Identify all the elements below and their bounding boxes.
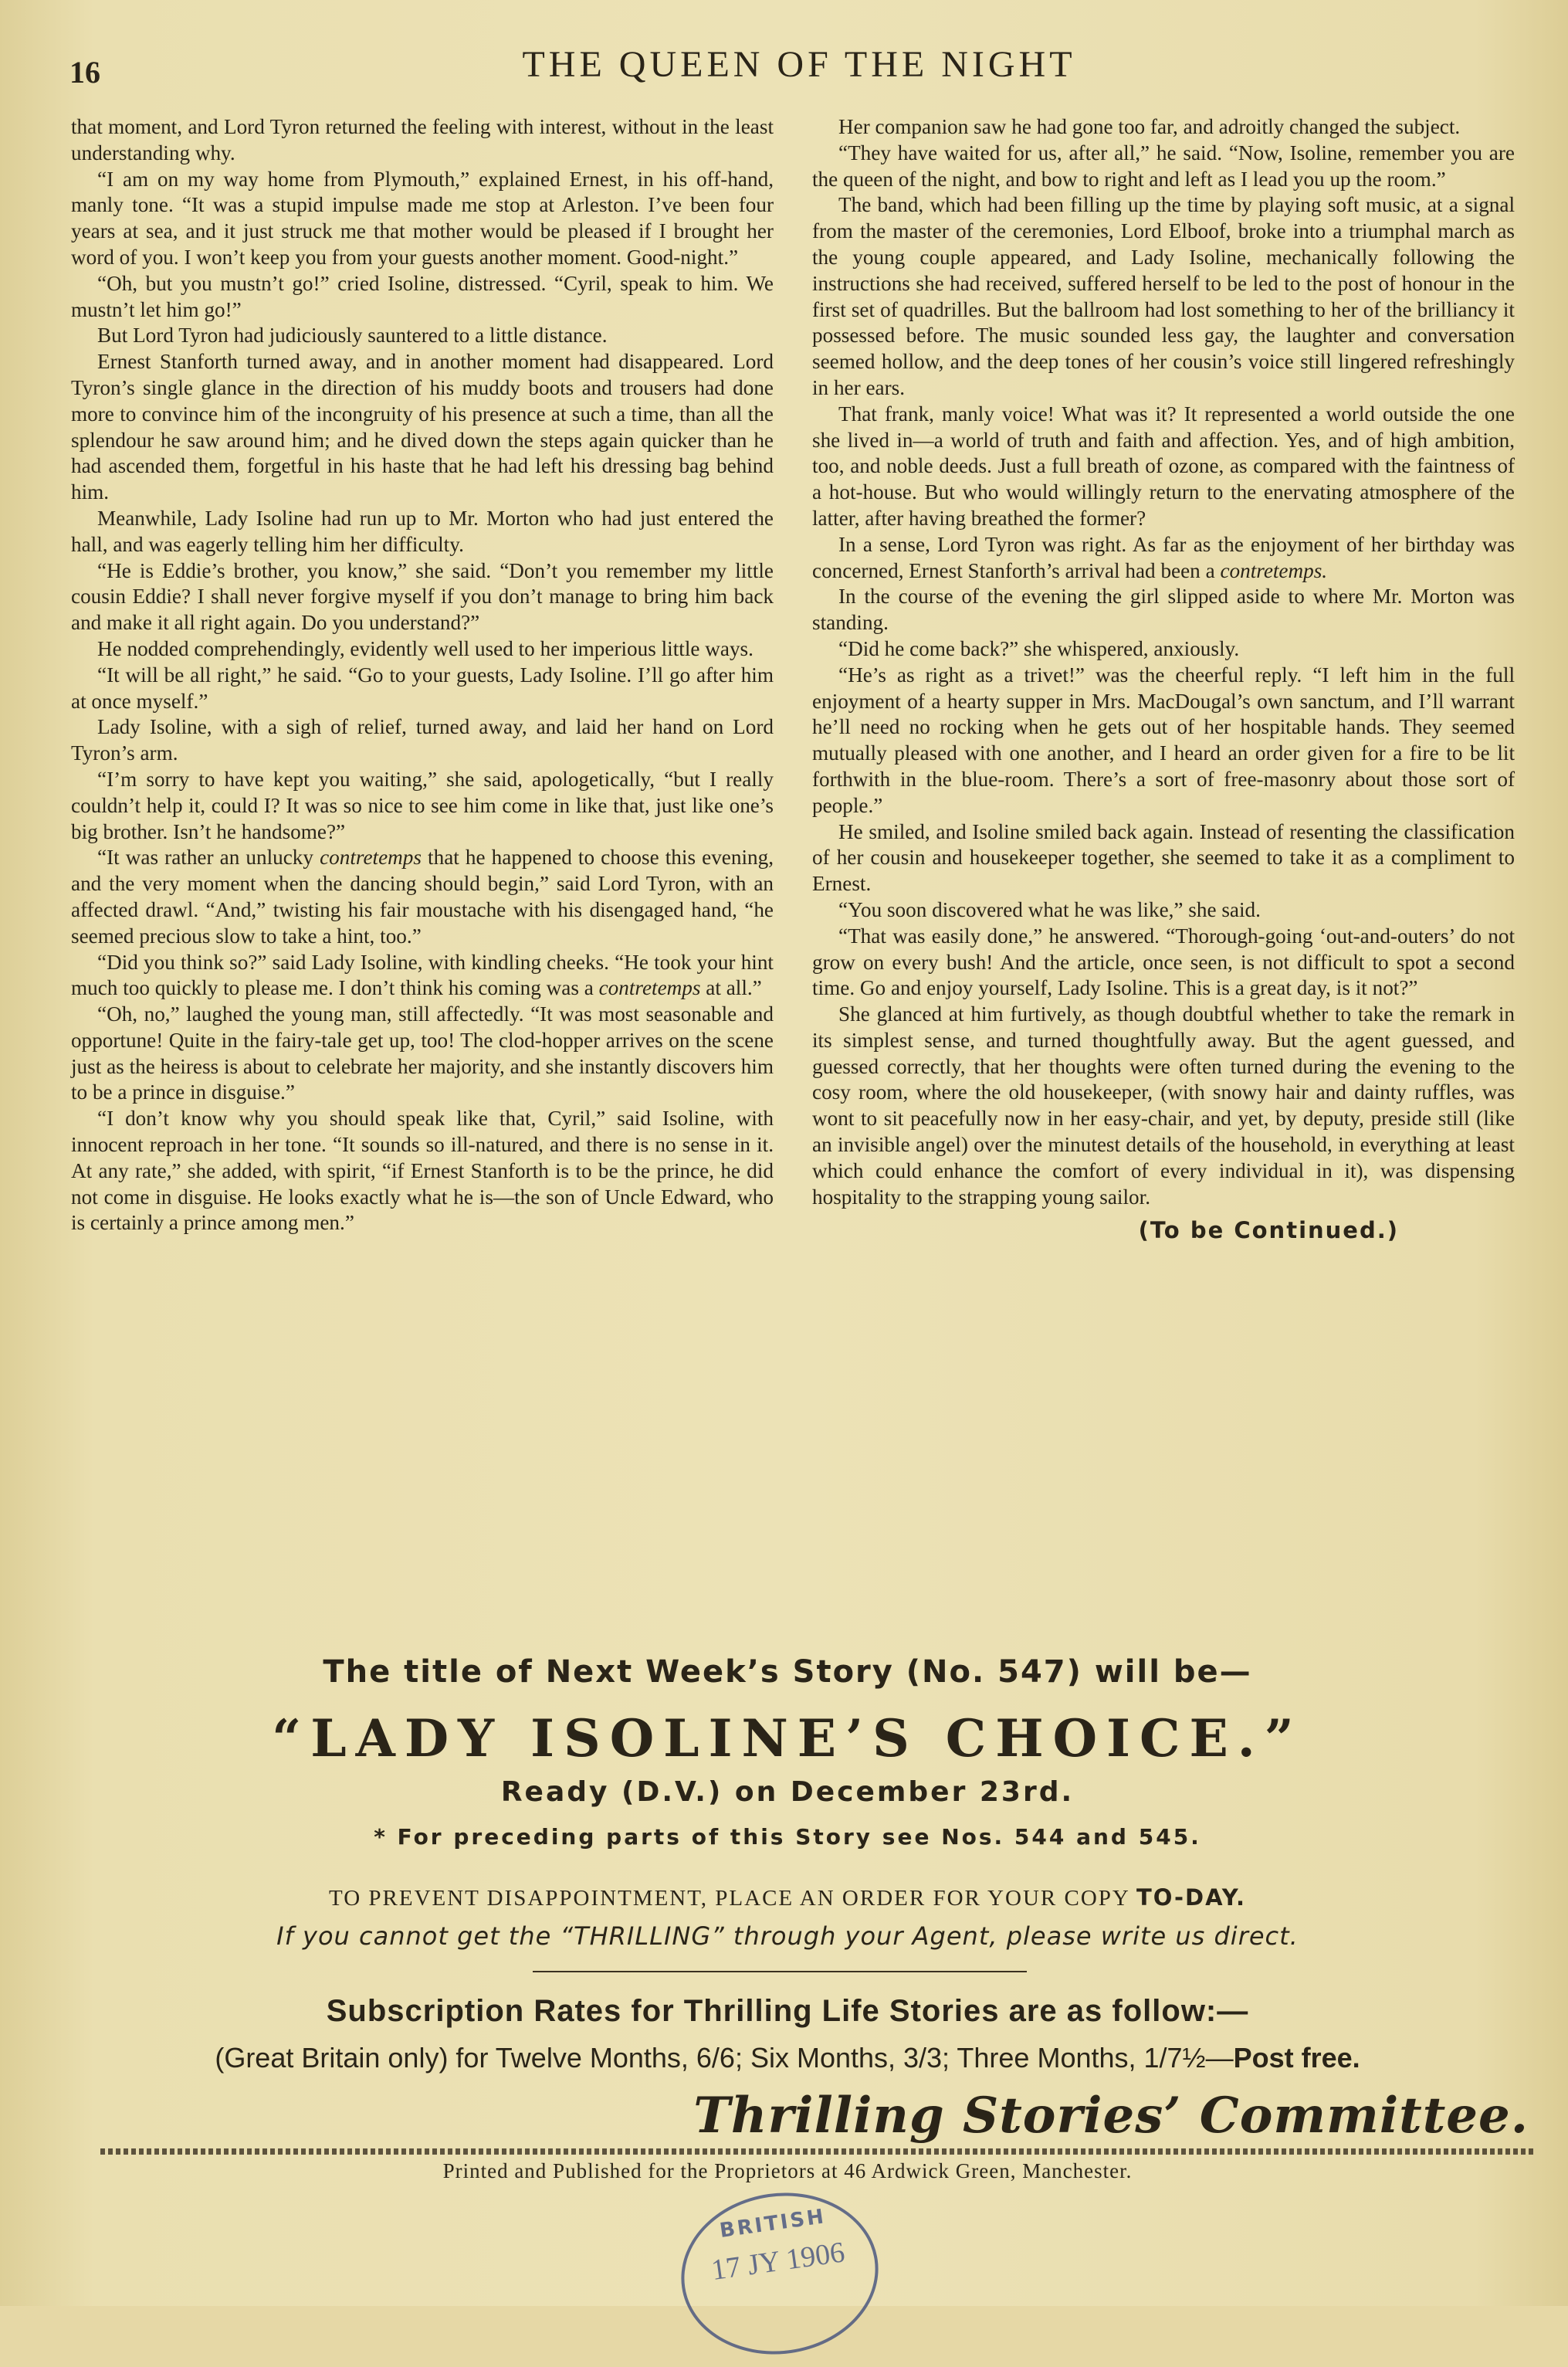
paragraph: But Lord Tyron had judiciously sauntered to a little distance. <box>97 324 608 348</box>
text-run: “Did you think so?” said Lady Isoline, with kindling cheeks. “He took your hint much too quickly to please me. I don’t think his coming was a <box>71 950 774 1000</box>
order-notice-text: TO PREVENT DISAPPOINTMENT, PLACE AN ORDER FOR YOUR COPY <box>329 1886 1137 1911</box>
paragraph: “You soon discovered what he was like,” she said. <box>838 897 1261 921</box>
to-be-continued: (To be Continued.) <box>1138 1217 1399 1244</box>
text-run: In a sense, Lord Tyron was right. As far as the enjoyment of her birthday was concerned, Ernest Stanforth’s arrival had been a <box>812 532 1515 582</box>
paragraph: Lady Isoline, with a sigh of relief, turned away, and laid her hand on Lord Tyron’s arm. <box>71 715 774 765</box>
page-number: 16 <box>69 55 100 90</box>
order-notice <box>62 1884 1513 1911</box>
next-week-title: The title of Next Week’s Story (No. 547) will be— <box>323 1654 1252 1690</box>
subscription-heading: Subscription Rates for Thrilling Life Stories are as follow:— <box>326 1994 1249 2028</box>
agent-notice: If you cannot get the “THRILLING” through your Agent, please write us direct. <box>276 1921 1299 1951</box>
wavy-rule <box>100 2148 1536 2155</box>
text-run: “It was rather an unlucky <box>97 846 320 870</box>
divider-rule <box>533 1971 1027 1972</box>
preceding-parts: * For preceding parts of this Story see Nos. 544 and 545. <box>374 1824 1201 1850</box>
paragraph: She glanced at him furtively, as though doubtful whether to take the remark in its simplest sense, and turned thoughtfully away. But the agent guessed, and guessed correctly, that her thoughts were often turned during the evening to the cosy room, where the old housekeeper, (with snowy hair and dainty ruffles, was wont to sit peacefully now in her easy-chair, and yet, by deputy, preside still (like an invisible angel) over the minutest details of the household, in everything at least which could enhance the comfort of every individual in it), was dispensing hospitality to the strapping young sailor. <box>812 1002 1515 1209</box>
paragraph: The band, which had been filling up the time by playing soft music, at a signal from the master of the ceremonies, Lord Elboof, broke into a triumphal march as the young couple appeared, and Lady Isoline, mechanically following the instructions she had received, suffered herself to be led to the post of honour in the first set of quadrilles. But the ballroom had lost something to her of the brilliancy it possessed before. The music sounded less gay, the laughter and conversation seemed hollow, and the deep tones of her cousin’s voice still lingered refreshingly in her ears. <box>812 193 1515 399</box>
library-stamp <box>671 2180 889 2367</box>
rates-text: (Great Britain only) for Twelve Months, 6/6; Six Months, 3/3; Three Months, 1/7½— <box>215 2042 1234 2074</box>
paragraph <box>71 845 774 949</box>
paragraph: “It will be all right,” he said. “Go to your guests, Lady Isoline. I’ll go after him at once myself.” <box>71 663 774 713</box>
stamp-date: 17 JY 1906 <box>709 2236 847 2287</box>
paragraph <box>71 950 774 1002</box>
paragraph: He smiled, and Isoline smiled back again. Instead of resenting the classification of her cousin and housekeeper together, she seemed to take it as a compliment to Ernest. <box>812 819 1515 896</box>
running-title: THE QUEEN OF THE NIGHT <box>522 44 1076 85</box>
stamp-text: BRITISH <box>718 2205 828 2243</box>
paragraph: Her companion saw he had gone too far, and adroitly changed the subject. <box>838 115 1461 138</box>
italic-word: contretemps <box>320 846 422 870</box>
paragraph: “They have waited for us, after all,” he said. “Now, Isoline, remember you are the queen of the night, and bow to right and left as I lead you up the room.” <box>812 141 1515 191</box>
paragraph: “He is Eddie’s brother, you know,” she said. “Don’t you remember my little cousin Eddie? I shall never forgive myself if you don’t manage to bring him back and make it all right again. Do you understand?” <box>71 558 774 635</box>
post-free: Post free. <box>1233 2042 1360 2074</box>
paragraph: “I don’t know why you should speak like that, Cyril,” said Isoline, with innocent reproach in her tone. “It sounds so ill-natured, and there is no sense in it. At any rate,” she added, with spirit, “if Ernest Stanforth is to be the prince, he did not come in disguise. He looks exactly what he is—the son of Uncle Edward, who is certainly a prince among men.” <box>71 1107 774 1235</box>
text-run: that he happened to choose this evening, and the very moment when the dancing should begin,” said Lord Tyron, with an affected drawl. “And,” twisting his fair moustache with his disengaged hand, “he seemed precious slow to take a hint, too.” <box>71 846 774 948</box>
next-story-name: “LADY ISOLINE’S CHOICE.” <box>272 1708 1303 1768</box>
paragraph: Ernest Stanforth turned away, and in another moment had disappeared. Lord Tyron’s single glance in the direction of his muddy boots and trousers had done more to convince him of the incongruity of his presence at such a time, than all the splendour he saw around him; and he dived down the steps again quicker than he had ascended them, forgetful in his haste that he had left his dressing bag behind him. <box>71 350 774 504</box>
paragraph: “I’m sorry to have kept you waiting,” she said, apologetically, “but I really couldn’t help it, could I? It was so nice to see him come in like that, just like one’s big brother. Isn’t he handsome?” <box>71 767 774 843</box>
paragraph: In the course of the evening the girl slipped aside to where Mr. Morton was standing. <box>812 585 1515 635</box>
paragraph: “He’s as right as a trivet!” was the cheerful reply. “I left him in the full enjoyment of a hearty supper in Mrs. MacDougal’s own sanctum, and I’ll warrant he’ll need no rocking when he gets out of her hospitable hands. They seemed mutually pleased with one another, and I heard an order given for a fire to be lit forthwith in the blue-room. There’s a sort of free-masonry about those sort of people.” <box>812 663 1515 817</box>
paragraph <box>812 532 1515 585</box>
italic-word: contretemps <box>598 976 701 1000</box>
story-text <box>71 114 1522 1659</box>
order-notice-emphasis: TO-DAY. <box>1136 1884 1246 1911</box>
left-column <box>71 114 774 1236</box>
paragraph: Meanwhile, Lady Isoline had run up to Mr. Morton who had just entered the hall, and was eagerly telling him her difficulty. <box>71 506 774 556</box>
subscription-rates <box>62 2042 1513 2074</box>
printer-imprint: Printed and Published for the Proprietors at 46 Ardwick Green, Manchester. <box>442 2159 1133 2182</box>
italic-word: contretemps. <box>1220 558 1328 582</box>
committee-signature: Thrilling Stories’ Committee. <box>693 2087 1529 2145</box>
ready-date: Ready (D.V.) on December 23rd. <box>500 1776 1075 1808</box>
paragraph: “Oh, but you mustn’t go!” cried Isoline, distressed. “Cyril, speak to him. We mustn’t let him go!” <box>71 271 774 321</box>
right-column <box>812 114 1515 1244</box>
paragraph: He nodded comprehendingly, evidently well used to her imperious little ways. <box>97 636 754 660</box>
paragraph: that moment, and Lord Tyron returned the feeling with interest, without in the least understanding why. <box>71 115 774 164</box>
paragraph: “Did he come back?” she whispered, anxiously. <box>838 636 1240 660</box>
paragraph: “That was easily done,” he answered. “Thorough-going ‘out-and-outers’ do not grow on every bush! And the article, once seen, is not difficult to spot a second time. Go and enjoy yourself, Lady Isoline. This is a great day, is it not?” <box>812 924 1515 1000</box>
paragraph: “I am on my way home from Plymouth,” explained Ernest, in his off-hand, manly tone. “It was a stupid impulse made me stop at Arleston. I’ve been four years at sea, and it just struck me that mother would be pleased if I brought her word of you. I won’t keep you from your guests another moment. Good-night.” <box>71 167 774 269</box>
paragraph: That frank, manly voice! What was it? It represented a world outside the one she lived in—a world of truth and faith and affection. Yes, and of high ambition, too, and noble deeds. Just a full breath of ozone, as compared with the faintness of a hot-house. But who would willingly return to the enervating atmosphere of the latter, after having breathed the former? <box>812 402 1515 530</box>
page-header <box>69 43 1529 97</box>
paragraph: “Oh, no,” laughed the young man, still affectedly. “It was most seasonable and opportune! Quite in the fairy-tale get up, too! The clod-hopper arrives on the scene just as the heiress is about to celebrate her majority, and she instantly discovers him to be a prince in disguise.” <box>71 1002 774 1104</box>
text-run: at all.” <box>700 976 762 1000</box>
